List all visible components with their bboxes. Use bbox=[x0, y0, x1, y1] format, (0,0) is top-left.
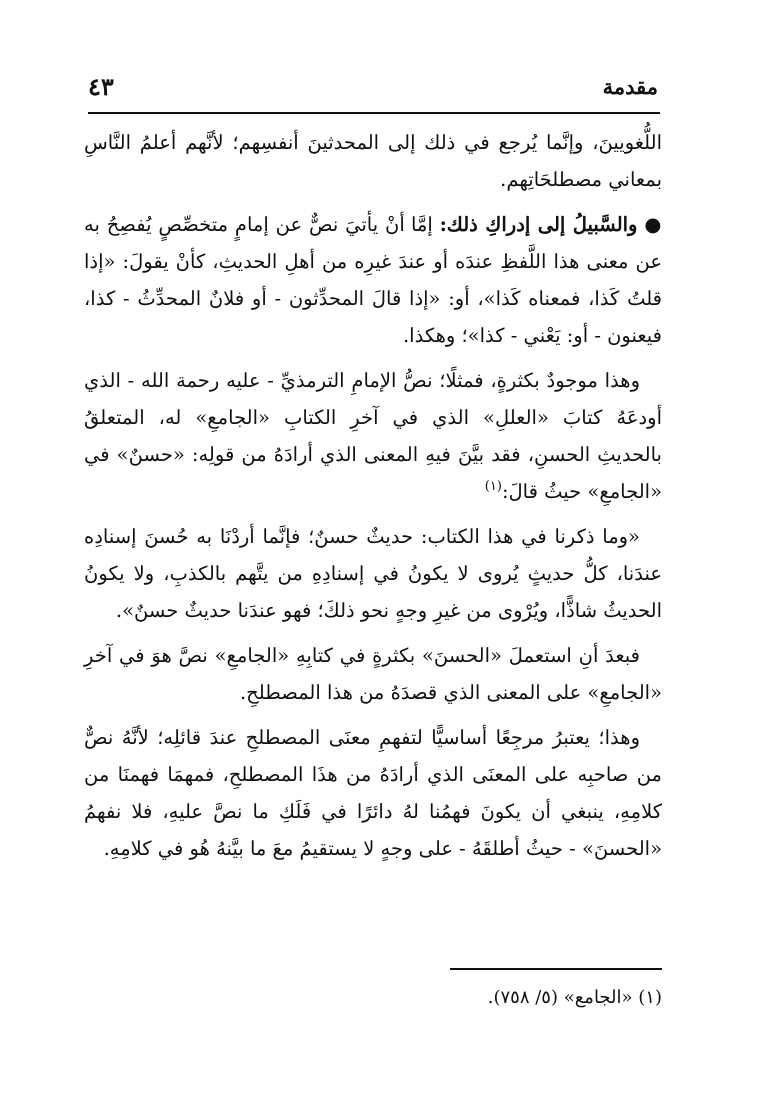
header-divider bbox=[88, 112, 660, 114]
paragraph-text: «وما ذكرنا في هذا الكتاب: حديثٌ حسنٌ؛ فإنَّما أردْنَا به حُسنَ إسنادِه عندَنا، كلُّ حديثٍ يُروى لا يكونُ في إسنادِهِ من يتَّهم بالكذبِ، ولا يكونُ الحديثُ شاذًّا، ويُرْوى من غيرِ وجهٍ نحو ذلكَ؛ فهو عندَنا حديثٌ حسنٌ». bbox=[84, 525, 662, 622]
paragraph-text: اللُّغويينَ، وإنَّما يُرجع في ذلك إلى المحدثينَ أنفسِهم؛ لأنَّهم أعلمُ النَّاسِ بمعاني مصطلحَاتِهم. bbox=[84, 131, 662, 191]
paragraph bbox=[84, 637, 662, 711]
footnote-divider bbox=[450, 968, 662, 970]
paragraph-text: فبعدَ أنِ استعملَ «الحسنَ» بكثرةٍ في كتابِهِ «الجامعِ» نصَّ هوَ في آخرِ «الجامعِ» على المعنى الذي قصدَهُ من هذا المصطلحِ. bbox=[84, 644, 662, 704]
main-text bbox=[84, 124, 662, 875]
footnote-reference: (١) bbox=[484, 479, 502, 494]
paragraph-lead: والسَّبيلُ إلى إدراكِ ذلك: bbox=[439, 213, 638, 236]
quotation bbox=[84, 518, 662, 629]
paragraph bbox=[84, 206, 662, 354]
page-number: ٤٣ bbox=[88, 72, 114, 101]
bullet-icon: ● bbox=[644, 213, 662, 236]
running-header bbox=[88, 68, 658, 108]
paragraph-text: وهذا؛ يعتبرُ مرجِعًا أساسيًّا لتفهمِ معنَى المصطلحِ عندَ قائلِه؛ لأنَّهُ نصٌّ من صاحبِه على المعنَى الذي أرادَهُ من هذَا المصطلحِ، فمهمَا فهمنَا من كلامِهِ، ينبغي أن يكونَ فهمُنا لهُ دائرًا في فَلَكِ ما نصَّ عليهِ، فلا نفهمُ «الحسنَ» - حيثُ أطلقَهُ - على وجهٍ لا يستقيمُ معَ ما بيَّنهُ هُو في كلامِهِ. bbox=[84, 726, 662, 860]
paragraph bbox=[84, 719, 662, 867]
paragraph-text: إمَّا أنْ يأتيَ نصٌّ عن إمامٍ متخصِّصٍ يُفصِحُ به عن معنى هذا اللَّفظِ عندَه أو عندَ غيرِه من أهلِ الحديثِ، كأنْ يقولَ: «إذا قلتُ كَذا، فمعناه كَذا»، أو: «إذا قالَ المحدِّثون - أو فلانٌ المحدِّثُ - كذا، فيعنون - أو: يَعْني - كذا»؛ وهكذا. bbox=[84, 213, 662, 347]
footnote bbox=[200, 984, 662, 1012]
paragraph-text: وهذا موجودٌ بكثرةٍ، فمثلًا؛ نصُّ الإمامِ الترمذيِّ - عليه رحمة الله - الذي أودعَهُ كتابَ «العللِ» الذي في آخرِ الكتابِ «الجامعِ» له، المتعلقُ بالحديثِ الحسنِ، فقد بيَّنَ فيهِ المعنى الذي أرادَهُ من قولِه: «حسنٌ» في «الجامعِ» حيثُ قالَ: bbox=[84, 369, 662, 503]
paragraph bbox=[84, 362, 662, 510]
footnote-text: (١) «الجامع» (٥/ ٧٥٨). bbox=[487, 987, 662, 1008]
header-title: مقدمة bbox=[602, 74, 658, 99]
paragraph bbox=[84, 124, 662, 198]
